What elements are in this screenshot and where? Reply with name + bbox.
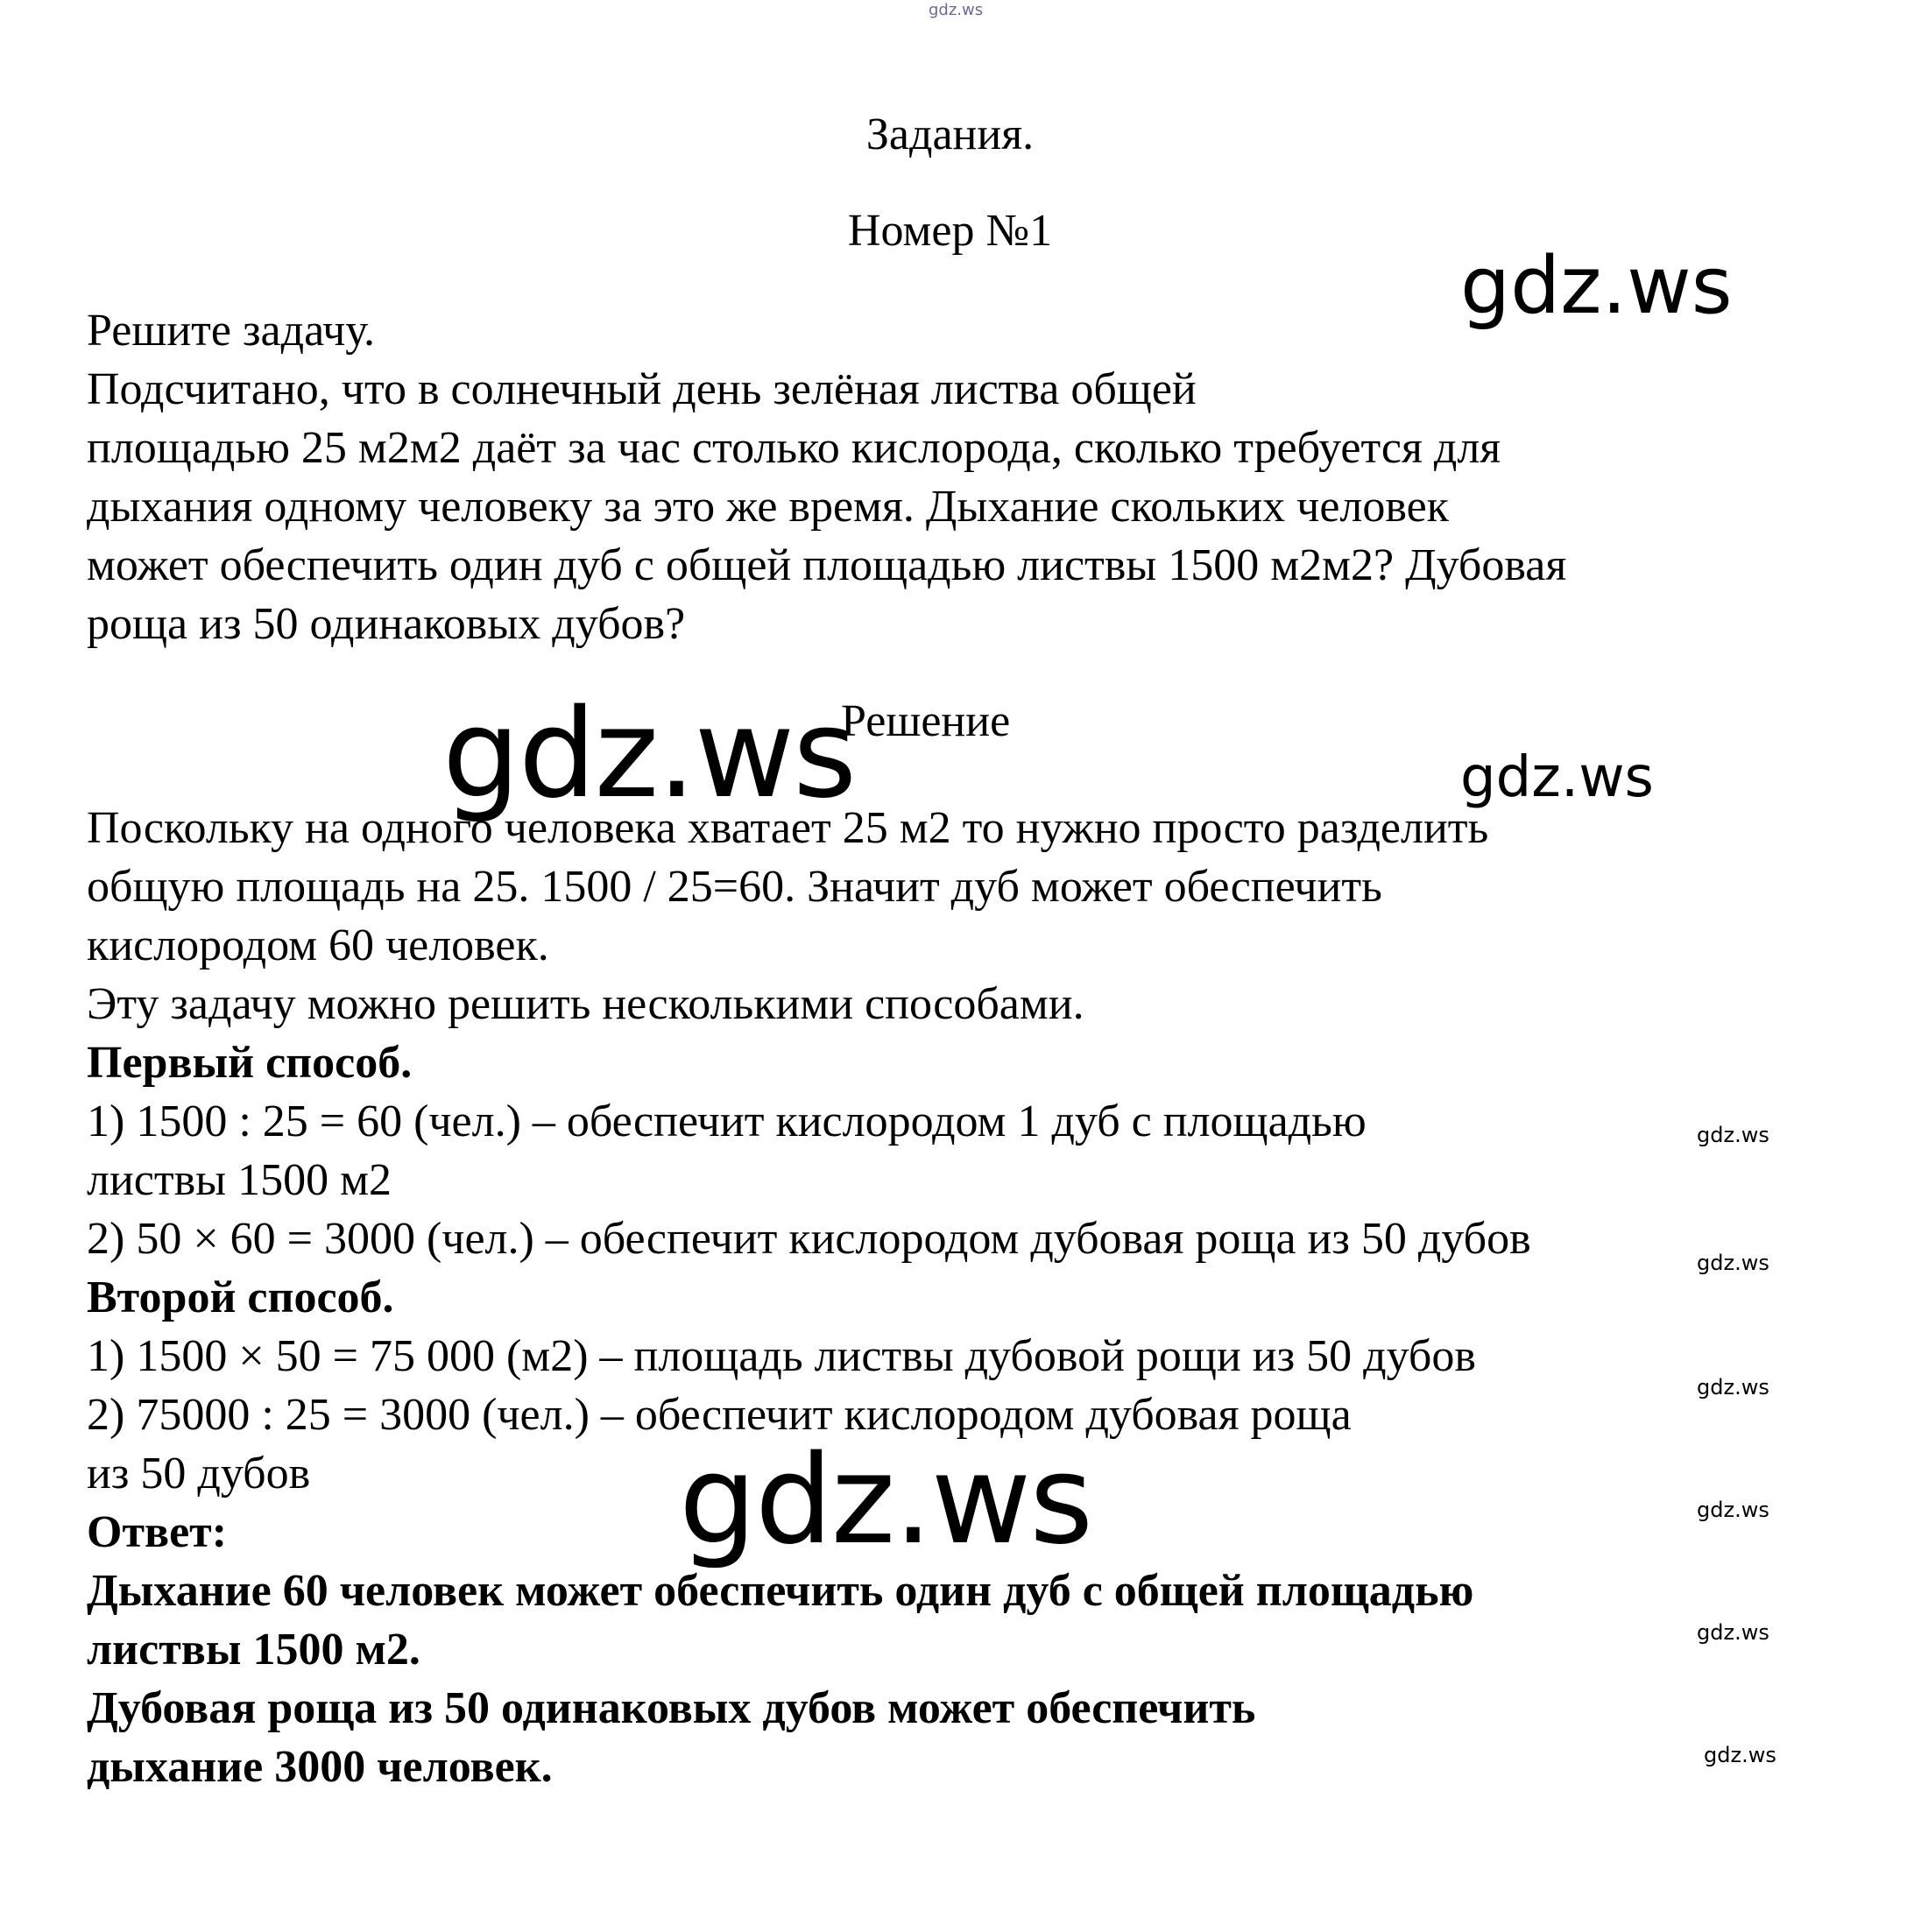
task-line: дыхания одному человеку за это же время. Дыхание скольких человек xyxy=(87,482,1449,532)
watermark-side-6: gdz.ws xyxy=(1704,1743,1776,1767)
watermark-side-3: gdz.ws xyxy=(1697,1375,1769,1400)
task-number: Номер №1 xyxy=(847,206,1053,256)
task-statement xyxy=(87,301,1839,653)
watermark-side-2: gdz.ws xyxy=(1697,1251,1769,1275)
task-line: роща из 50 одинаковых дубов? xyxy=(87,599,686,649)
solution-line: Эту задачу можно решить несколькими способами. xyxy=(87,979,1084,1029)
watermark-side-4: gdz.ws xyxy=(1697,1498,1769,1522)
method2-line: 2) 75000 : 25 = 3000 (чел.) – обеспечит кислородом дубовая роща xyxy=(87,1390,1352,1440)
method2-line: 1) 1500 × 50 = 75 000 (м2) – площадь листвы дубовой рощи из 50 дубов xyxy=(87,1331,1476,1381)
method2-title: Второй способ. xyxy=(87,1273,394,1322)
answer-line: Дыхание 60 человек может обеспечить один дуб с общей площадью xyxy=(87,1566,1474,1616)
solution-line: Поскольку на одного человека хватает 25 м2 то нужно просто разделить xyxy=(87,803,1489,853)
page-title: Задания. xyxy=(865,109,1035,159)
watermark-top: gdz.ws xyxy=(929,1,984,19)
watermark-side-1: gdz.ws xyxy=(1697,1123,1769,1147)
answer-title: Ответ: xyxy=(87,1507,228,1557)
method1-line: 1) 1500 : 25 = 60 (чел.) – обеспечит кислородом 1 дуб с площадью xyxy=(87,1096,1367,1146)
task-line: может обеспечить один дуб с общей площадью листвы 1500 м2м2? Дубовая xyxy=(87,540,1567,590)
solution-body xyxy=(87,799,1839,1796)
task-line: Подсчитано, что в солнечный день зелёная листва общей xyxy=(87,364,1197,414)
answer-line: Дубовая роща из 50 одинаковых дубов может обеспечить xyxy=(87,1683,1256,1733)
task-line: площадью 25 м2м2 даёт за час столько кислорода, сколько требуется для xyxy=(87,423,1501,473)
answer-line: дыхание 3000 человек. xyxy=(87,1742,553,1792)
method1-line: листвы 1500 м2 xyxy=(87,1155,392,1205)
watermark-solution-left: gdz.ws xyxy=(442,683,856,826)
method1-line: 2) 50 × 60 = 3000 (чел.) – обеспечит кислородом дубовая роща из 50 дубов xyxy=(87,1214,1531,1264)
watermark-solution-right: gdz.ws xyxy=(1460,745,1654,810)
solution-line: кислородом 60 человек. xyxy=(87,920,549,970)
answer-line: листвы 1500 м2. xyxy=(87,1625,420,1675)
solution-heading: Решение xyxy=(841,696,1011,746)
watermark-side-5: gdz.ws xyxy=(1697,1620,1769,1645)
watermark-center: gdz.ws xyxy=(679,1429,1092,1572)
method1-title: Первый способ. xyxy=(87,1038,413,1088)
watermark-header-right: gdz.ws xyxy=(1460,240,1733,332)
task-line: Решите задачу. xyxy=(87,306,376,356)
solution-line: общую площадь на 25. 1500 / 25=60. Значит дуб может обеспечить xyxy=(87,862,1382,912)
method2-line: из 50 дубов xyxy=(87,1449,311,1498)
